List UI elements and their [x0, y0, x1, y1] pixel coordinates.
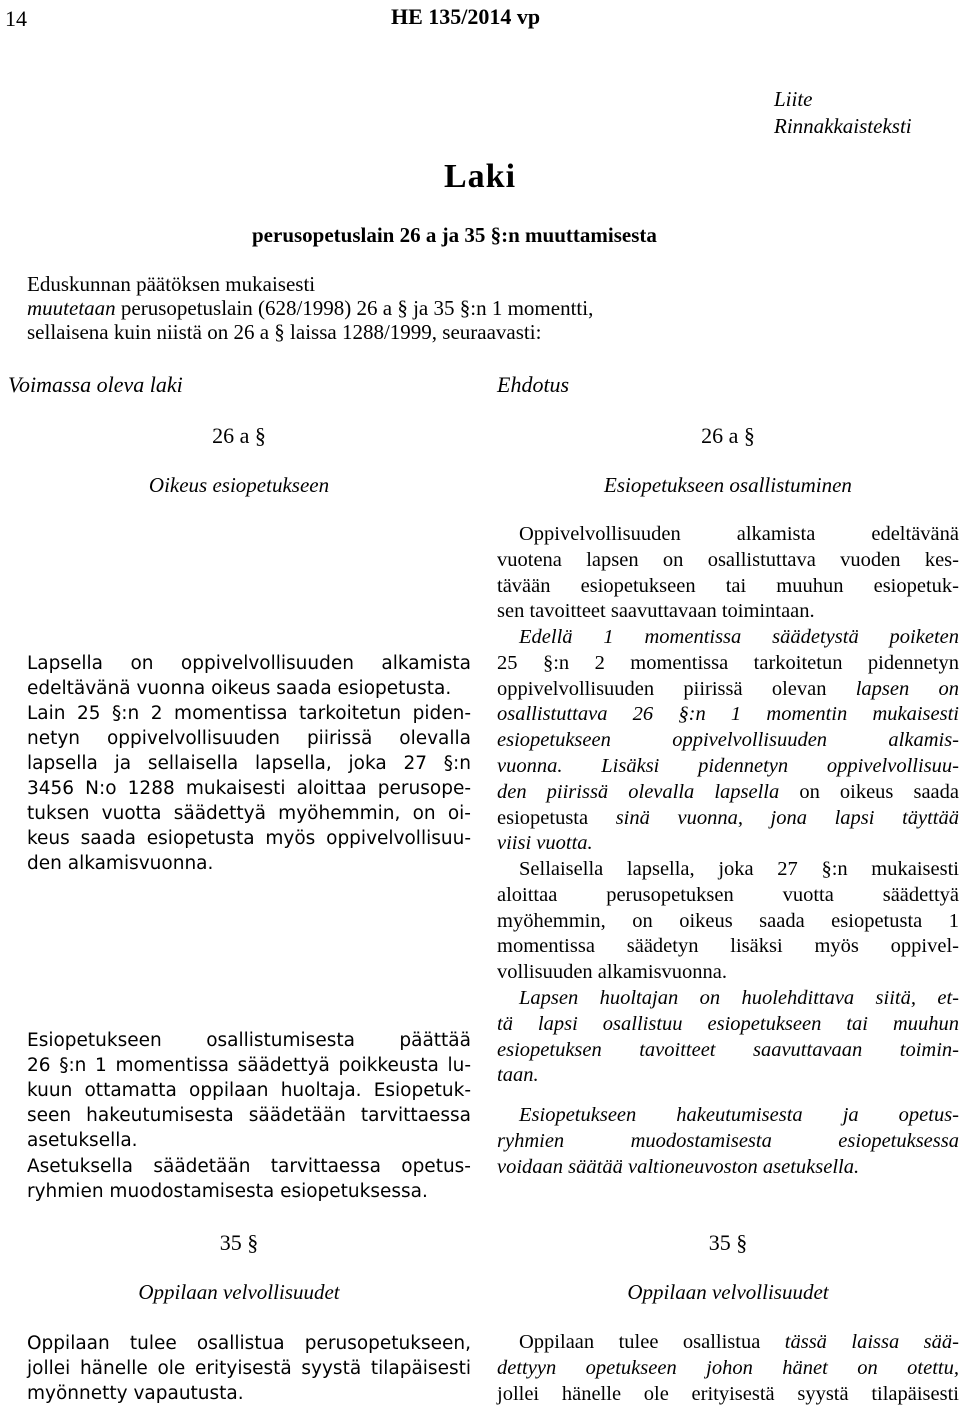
right-p2-line: esiopetukseen oppivelvollisuuden alkamis-: [497, 729, 959, 752]
left-column-heading: Voimassa oleva laki: [8, 372, 183, 397]
right-p2-text: on oikeus saada: [779, 780, 959, 803]
intro-line-2: [27, 296, 593, 320]
right-paragraph-2: [497, 625, 959, 857]
left-p1-line: tuksen vuotta säädettyä myöhemmin, on oi-: [27, 803, 471, 824]
left-paragraph-1: [27, 651, 471, 876]
right-p4-line: esiopetuksen tavoitteet saavuttavaan toimin-: [497, 1038, 959, 1061]
left-section-35-number: 35 §: [219, 1230, 259, 1255]
right-p2-emphasis: den piirissä olevalla lapsella: [497, 780, 780, 803]
right-p1-line: sen tavoitteet saavuttavaan toimintaan.: [497, 600, 815, 623]
right-p2-line: vuonna. Lisäksi pidennetyn oppivelvollisuu-: [497, 754, 959, 777]
left-p1-line: den alkamisvuonna.: [27, 853, 214, 874]
right-p5-line: Esiopetukseen hakeutumisesta ja opetus-: [519, 1104, 959, 1126]
right-p3-line: aloittaa perusopetuksen vuotta säädettyä: [497, 883, 959, 906]
left-p1-line: 3456 N:o 1288 mukaisesti aloittaa perusope-: [27, 778, 471, 799]
left-p1-line: keus saada esiopetusta myös oppivelvollisuu-: [27, 828, 471, 849]
right-p2-emphasis: lapsen on: [855, 677, 959, 700]
right-paragraph-6: [497, 1330, 959, 1407]
right-p5-line: voidaan säätää valtioneuvoston asetuksella.: [497, 1155, 860, 1178]
right-p3-line: myöhemmin, on oikeus saada esiopetusta 1: [497, 909, 959, 932]
left-paragraph-2: [27, 1028, 471, 1153]
right-p6-emphasis: tässä laissa sää-: [784, 1331, 959, 1353]
left-p3-line: ryhmien muodostamisesta esiopetuksessa.: [27, 1181, 428, 1202]
right-section-35-number: 35 §: [708, 1230, 748, 1255]
right-p1-line: Oppivelvollisuuden alkamista edeltävänä: [519, 523, 959, 545]
right-section-26a-title: Esiopetukseen osallistuminen: [604, 473, 852, 497]
left-p2-line: kuun ottamatta oppilaan huoltaja. Esiopetuk-: [27, 1080, 471, 1101]
right-p2-line: [497, 677, 959, 703]
right-p2-line: viisi vuotta.: [497, 832, 593, 855]
right-section-35-title: Oppilaan velvollisuudet: [627, 1280, 829, 1304]
left-p2-line: Esiopetukseen osallistumisesta päättää: [27, 1030, 471, 1051]
left-p3-line: Asetuksella säädetään tarvittaessa opetus-: [27, 1156, 471, 1177]
left-p4-line: jollei hänelle ole erityisestä syystä tilapäisesti: [27, 1358, 471, 1379]
right-p4-line: tä lapsi osallistuu esiopetukseen tai muuhun: [497, 1012, 959, 1035]
right-p2-line: 25 §:n 2 momentissa tarkoitetun pidennetyn: [497, 651, 959, 674]
page-number: 14: [5, 6, 27, 31]
document-id: HE 135/2014 vp: [391, 4, 541, 29]
right-p2-line: Edellä 1 momentissa säädetystä poiketen: [519, 626, 959, 648]
right-p2-line: [497, 780, 959, 806]
left-p4-line: myönnetty vapautusta.: [27, 1383, 244, 1404]
right-p1-line: vuotena lapsen on osallistuttava vuoden kes-: [497, 548, 959, 571]
left-p1-line: edeltävänä vuonna oikeus saada esiopetusta.: [27, 678, 452, 699]
annex-label: [774, 86, 912, 140]
right-p5-line: ryhmien muodostamisesta esiopetuksessa: [497, 1129, 959, 1152]
right-p3-line: momentissa säädetyn lisäksi myös oppivel-: [497, 935, 959, 958]
right-p4-line: Lapsen huoltajan on huolehdittava siitä, et-: [519, 987, 959, 1009]
left-p1-line: Lapsella on oppivelvollisuuden alkamista: [27, 653, 471, 674]
right-paragraph-5: [497, 1103, 959, 1180]
right-p6-line: dettyyn opetukseen johon hänet on otettu,: [497, 1356, 959, 1379]
right-paragraph-3: [497, 857, 959, 986]
left-p1-line: lapsella ja sellaisella lapsella, joka 27 §:n: [27, 753, 471, 774]
law-title: Laki: [444, 158, 517, 195]
right-p2-text: oppivelvollisuuden piirissä olevan: [497, 677, 856, 700]
left-paragraph-4: [27, 1331, 471, 1406]
right-p2-line: osallistuttava 26 §:n 1 momentin mukaisesti: [497, 703, 959, 726]
intro-line-1: Eduskunnan päätöksen mukaisesti: [27, 272, 316, 296]
law-subtitle: perusopetuslain 26 a ja 35 §:n muuttamisesta: [252, 223, 657, 247]
left-section-35-title: Oppilaan velvollisuudet: [138, 1280, 340, 1304]
intro-line-3: sellaisena kuin niistä on 26 a § laissa 1288/1999, seuraavasti:: [27, 320, 542, 344]
annex-line-1: Liite: [774, 87, 813, 111]
right-column-heading: Ehdotus: [497, 372, 570, 397]
right-paragraph-4: [497, 986, 959, 1089]
intro-line-2-rest: perusopetuslain (628/1998) 26 a § ja 35 §:n 1 momentti,: [115, 296, 594, 320]
right-p6-line: jollei hänelle ole erityisestä syystä tilapäisesti: [497, 1382, 959, 1405]
intro-amend-word: muutetaan: [27, 296, 116, 320]
left-paragraph-3: [27, 1154, 471, 1204]
right-p2-line: [497, 806, 959, 832]
right-p4-line: taan.: [497, 1064, 539, 1087]
left-section-26a-number: 26 a §: [212, 423, 266, 448]
right-paragraph-1: [497, 522, 959, 625]
left-p2-line: asetuksella.: [27, 1130, 138, 1151]
right-p2-emphasis: sinä vuonna, jona lapsi täyttää: [615, 806, 960, 829]
right-p1-line: tävään esiopetukseen tai muuhun esiopetuk-: [497, 574, 959, 597]
left-section-26a-title: Oikeus esiopetukseen: [148, 473, 330, 497]
right-p3-line: Sellaisella lapsella, joka 27 §:n mukaisesti: [519, 858, 959, 880]
left-p4-line: Oppilaan tulee osallistua perusopetukseen,: [27, 1333, 471, 1354]
right-section-26a-number: 26 a §: [701, 423, 755, 448]
annex-line-2: Rinnakkaisteksti: [774, 114, 912, 138]
right-p6-line: [497, 1330, 959, 1356]
left-p1-line: netyn oppivelvollisuuden piirissä olevalla: [27, 728, 471, 749]
left-p2-line: seen hakeutumisesta säädetään tarvittaessa: [27, 1105, 471, 1126]
left-p2-line: 26 §:n 1 momentissa säädettyä poikkeusta lu-: [27, 1055, 471, 1076]
right-p3-line: vollisuuden alkamisvuonna.: [497, 961, 728, 984]
enactment-intro: [27, 272, 593, 344]
right-p2-text: esiopetusta: [497, 806, 616, 829]
left-p1-line: Lain 25 §:n 2 momentissa tarkoitetun piden-: [27, 703, 471, 724]
right-p6-text: Oppilaan tulee osallistua: [519, 1331, 785, 1353]
